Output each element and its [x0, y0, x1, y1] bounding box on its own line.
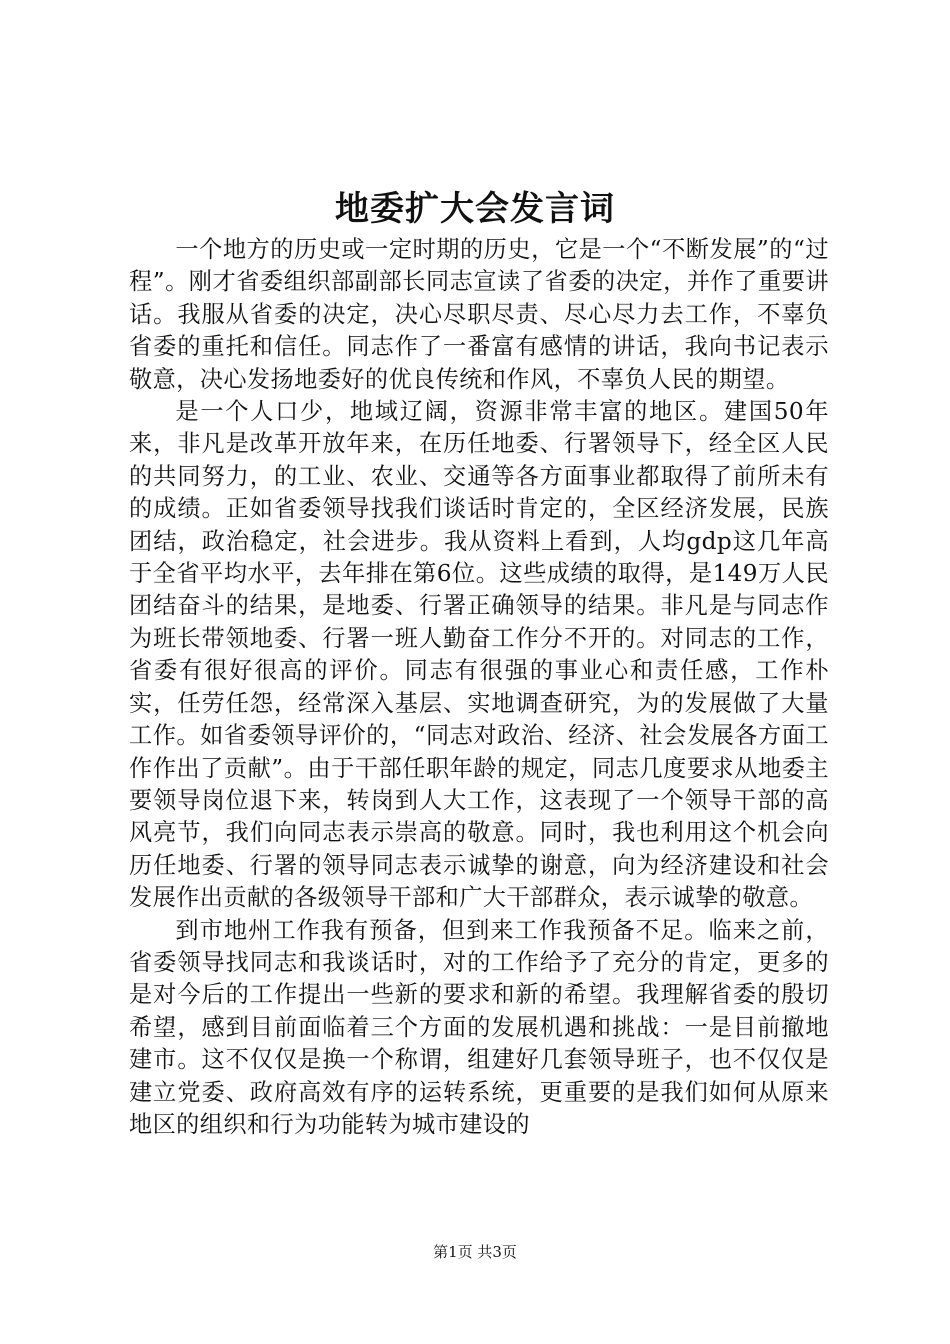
paragraph-2: 是一个人口少，地域辽阔，资源非常丰富的地区。建国50年来，非凡是改革开放年来，在历任地委、行署领导下，经全区人民的共同努力，的工业、农业、交通等各方面事业都取得了前所未有的成绩。正如省委领导找我们谈话时肯定的，全区经济发展，民族团结，政治稳定，社会进步。我从资料上看到，人均gdp这几年高于全省平均水平，去年排在第6位。这些成绩的取得，是149万人民团结奋斗的结果，是地委、行署正确领导的结果。非凡是与同志作为班长带领地委、行署一班人勤奋工作分不开的。对同志的工作，省委有很好很高的评价。同志有很强的事业心和责任感，工作朴实，任劳任怨，经常深入基层、实地调查研究，为的发展做了大量工作。如省委领导评价的，“同志对政治、经济、社会发展各方面工作作出了贡献”。由于干部任职年龄的规定，同志几度要求从地委主要领导岗位退下来，转岗到人大工作，这表现了一个领导干部的高风亮节，我们向同志表示崇高的敬意。同时，我也利用这个机会向历任地委、行署的领导同志表示诚挚的谢意，向为经济建设和社会发展作出贡献的各级领导干部和广大干部群众，表示诚挚的敬意。 [129, 398, 829, 912]
document-body [129, 234, 829, 1141]
paragraph-3: 到市地州工作我有预备，但到来工作我预备不足。临来之前，省委领导找同志和我谈话时，对的工作给予了充分的肯定，更多的是对今后的工作提出一些新的要求和新的希望。我理解省委的殷切希望，感到目前面临着三个方面的发展机遇和挑战：一是目前撤地建市。这不仅仅是换一个称谓，组建好几套领导班子，也不仅仅是建立党委、政府高效有序的运转系统，更重要的是我们如何从原来地区的组织和行为功能转为城市建设的 [129, 916, 829, 1138]
page-footer: 第1页 共3页 [433, 1243, 517, 1261]
paragraph-1: 一个地方的历史或一定时期的历史，它是一个“不断发展”的“过程”。刚才省委组织部副部长同志宣读了省委的决定，并作了重要讲话。我服从省委的决定，决心尽职尽责、尽心尽力去工作，不辜负省委的重托和信任。同志作了一番富有感情的讲话，我向书记表示敬意，决心发扬地委好的优良传统和作风，不辜负人民的期望。 [129, 236, 829, 393]
document-title: 地委扩大会发言词 [335, 189, 615, 229]
